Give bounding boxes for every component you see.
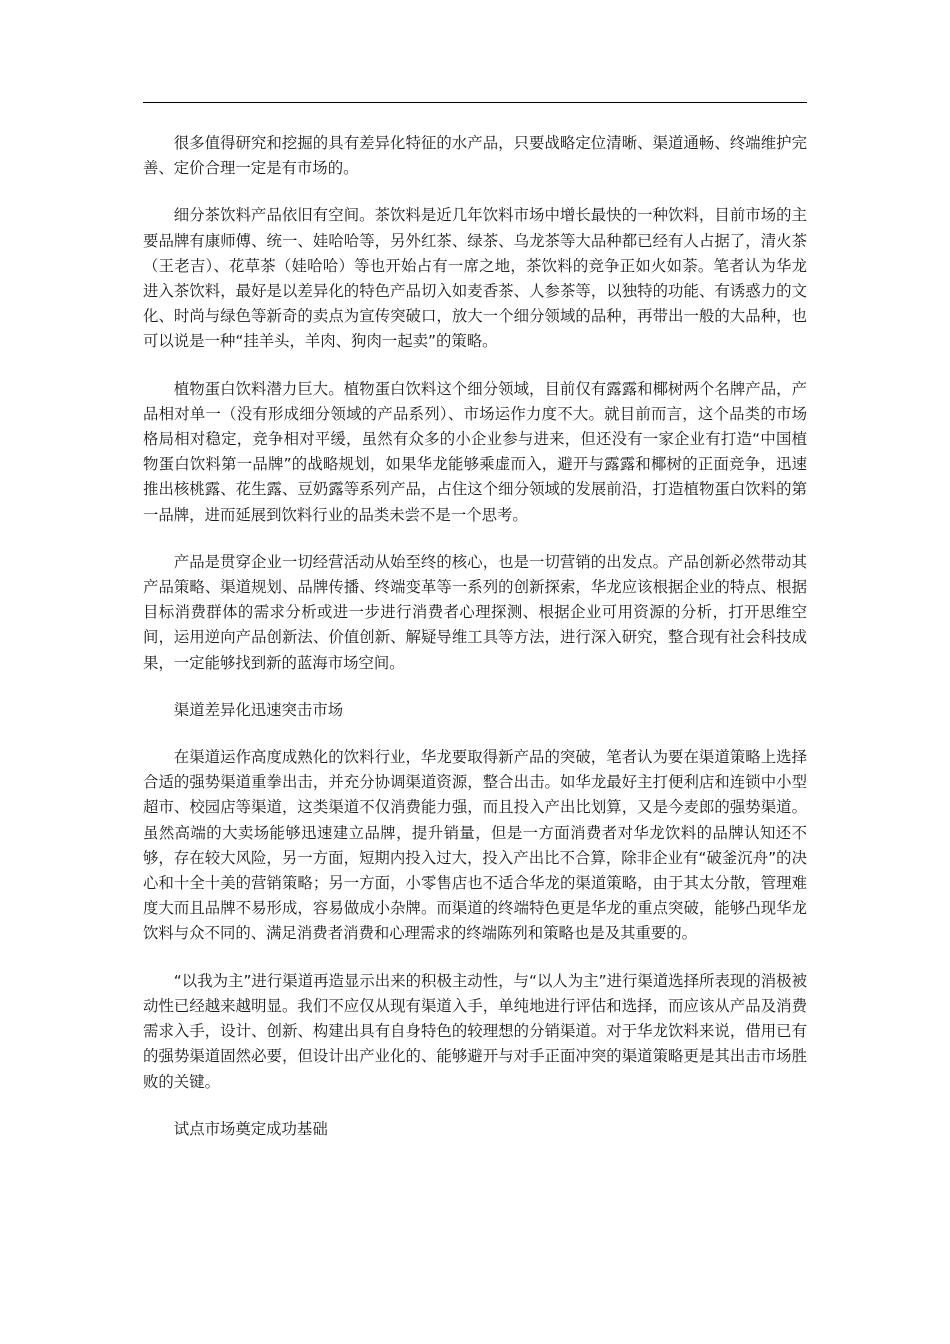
paragraph-plant-protein: 植物蛋白饮料潜力巨大。植物蛋白饮料这个细分领域，目前仅有露露和椰树两个名牌产品，产品相对单一（没有形成细分领域的产品系列）、市场运作力度不大。就目前而言，这个品类的市场格局相对稳定，竞争相对平缓，虽然有众多的小企业参与进来，但还没有一家企业有打造“中国植物蛋白饮料第一品牌”的战略规划，如果华龙能够乘虚而入，避开与露露和椰树的正面竞争，迅速推出核桃露、花生露、豆奶露等系列产品，占住这个细分领域的发展前沿，打造植物蛋白饮料的第一品牌，进而延展到饮料行业的品类未尝不是一个思考。 <box>143 379 807 524</box>
header-rule <box>143 102 807 103</box>
document-body <box>143 131 807 1164</box>
paragraph-product-innovation: 产品是贯穿企业一切经营活动从始至终的核心，也是一切营销的出发点。产品创新必然带动其产品策略、渠道规划、品牌传播、终端变革等一系列的创新探索，华龙应该根据企业的特点、根据目标消费群体的需求分析或进一步进行消费者心理探测、根据企业可用资源的分析，打开思维空间，运用逆向产品创新法、价值创新、解疑导维工具等方法，进行深入研究，整合现有社会科技成果，一定能够找到新的蓝海市场空间。 <box>143 552 807 672</box>
section-heading-channel: 渠道差异化迅速突击市场 <box>173 700 344 719</box>
paragraph-tea-beverages: 细分茶饮料产品依旧有空间。茶饮料是近几年饮料市场中增长最快的一种饮料，目前市场的主要品牌有康师傅、统一、娃哈哈等，另外红茶、绿茶、乌龙茶等大品种都已经有人占据了，清火茶（王老吉）、花草茶（娃哈哈）等也开始占有一席之地，茶饮料的竞争正如火如荼。笔者认为华龙进入茶饮料，最好是以差异化的特色产品切入如麦香茶、人参茶等，以独特的功能、有诱惑力的文化、时尚与绿色等新奇的卖点为宣传突破口，放大一个细分领域的品种，再带出一般的大品种，也可以说是一种“挂羊头，羊肉、狗肉一起卖”的策略。 <box>143 206 807 351</box>
paragraph-channel-initiative: “以我为主”进行渠道再造显示出来的积极主动性，与“以人为主”进行渠道选择所表现的消极被动性已经越来越明显。我们不应仅从现有渠道入手，单纯地进行评估和选择，而应该从产品及消费需求入手，设计、创新、构建出具有自身特色的较理想的分销渠道。对于华龙饮料来说，借用已有的强势渠道固然必要，但设计出产业化的、能够避开与对手正面冲突的渠道策略更是其出击市场胜败的关键。 <box>143 971 807 1091</box>
section-heading-pilot-market: 试点市场奠定成功基础 <box>173 1119 328 1138</box>
paragraph-water-products: 很多值得研究和挖掘的具有差异化特征的水产品，只要战略定位清晰、渠道通畅、终端维护完善、定价合理一定是有市场的。 <box>143 134 807 178</box>
paragraph-channel-strategy: 在渠道运作高度成熟化的饮料行业，华龙要取得新产品的突破，笔者认为要在渠道策略上选择合适的强势渠道重拳出击，并充分协调渠道资源，整合出击。如华龙最好主打便利店和连锁中小型超市、校园店等渠道，这类渠道不仅消费能力强，而且投入产出比划算，又是今麦郎的强势渠道。虽然高端的大卖场能够迅速建立品牌，提升销量，但是一方面消费者对华龙饮料的品牌认知还不够，存在较大风险，另一方面，短期内投入过大，投入产出比不合算，除非企业有“破釜沉舟”的决心和十全十美的营销策略；另一方面，小零售店也不适合华龙的渠道策略，由于其太分散，管理难度大而且品牌不易形成，容易做成小杂牌。而渠道的终端特色更是华龙的重点突破，能够凸现华龙饮料与众不同的、满足消费者消费和心理需求的终端陈列和策略也是及其重要的。 <box>143 748 807 943</box>
